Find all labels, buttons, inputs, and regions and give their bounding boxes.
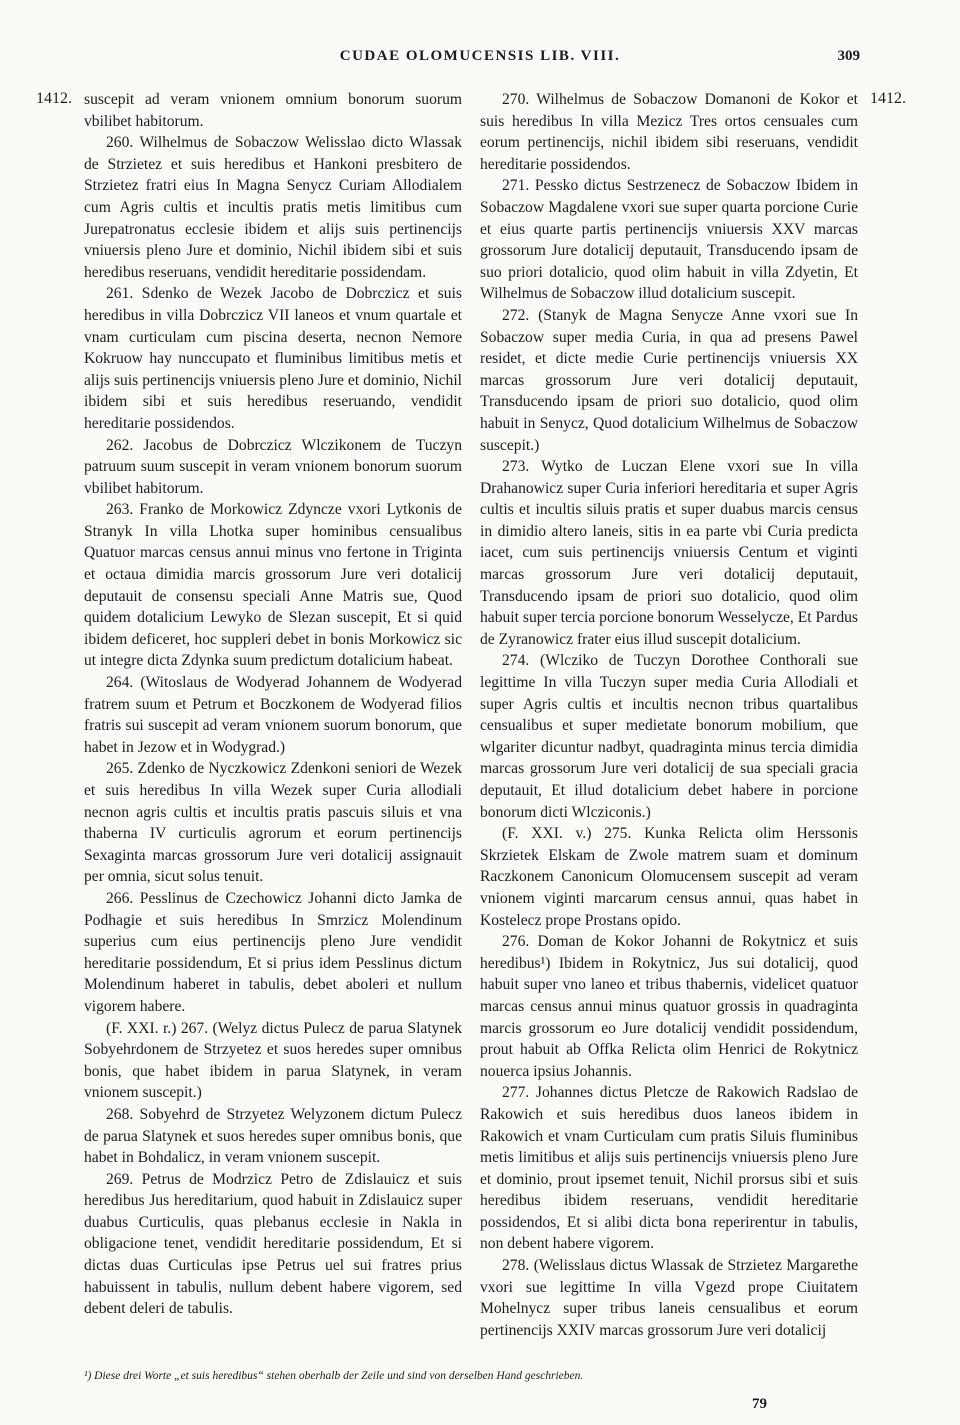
left-column [84,89,462,1320]
entry-paragraph: (F. XXI. r.) 267. (Welyz dictus Pulecz de parua Slatynek Sobyehrdonem de Strzyetez et suos heredes super omnibus bonis, que habet ibidem in parua Slatynek, in veram vnionem suscepit.) [84,1019,462,1102]
entry-paragraph: 270. Wilhelmus de Sobaczow Domanoni de Kokor et suis heredibus In villa Mezicz Tres ortos censuales cum eorum pertinencijs, nichil ibidem sibi reseruans, vendidit hereditarie possidendos. [480,91,858,173]
entry-paragraph: suscepit ad veram vnionem omnium bonorum suorum vbilibet habitorum. [84,91,462,130]
footnote: ¹) Diese drei Worte „et suis heredibus“ stehen oberhalb der Zeile und sind von derselben Hand geschrieben. [84,1370,584,1382]
entry-paragraph: 262. Jacobus de Dobrczicz Wlczikonem de Tuczyn patruum suum suscepit in veram vnionem bonorum suorum vbilibet habitorum. [84,436,462,497]
entry-paragraph: 273. Wytko de Luczan Elene vxori sue In villa Drahanowicz super Curia inferiori hereditaria et super Agris cultis et incultis siluis pratis et super duabus marcis census in dimidio altero laneis, sitis in ea parte vbi Curia predicta iacet, cum suis pertinencijs vniuersis Centum et viginti marcas grossorum Jure veri dotalicij deputauit, Transducendo ipsam de priori suo dotalicio, quod olim habuit super tercia porcione bonorum Wesselycze, Et Pardus de Zyranowicz frater eius illud suscepit dotalicium. [480,458,858,648]
entry-paragraph: (F. XXI. v.) 275. Kunka Relicta olim Herssonis Skrzietek Elskam de Zwole matrem suam et dominum Raczkonem Canonicum Olomucensem suscepit ad veram vnionem viginti marcarum census annui, quas habet in Kostelecz prope Prostans opido. [480,825,858,929]
entry-paragraph: 278. (Welisslaus dictus Wlassak de Strzietez Margarethe vxori sue legittime In villa Vgezd prope Ciuitatem Mohelnycz super tribus laneis censualibus et eorum pertinencijs XXIV marcas grossorum Jure veri dotalicij [480,1257,858,1339]
running-title: CUDAE OLOMUCENSIS LIB. VIII. [339,48,621,64]
entry-paragraph: 271. Pessko dictus Sestrzenecz de Sobaczow Ibidem in Sobaczow Magdalene vxori sue super quarta porcione Curie et eius quarte partis pertinencijs vniuersis XXV marcas grossorum Jure dotalicij deputauit, Transducendo ipsam de suo priori dotalicio, quod olim habuit in villa Zdyetin, Et Wilhelmus de Sobaczow illud dotalicium suscepit. [480,177,858,303]
entry-paragraph: 264. (Witoslaus de Wodyerad Johannem de Wodyerad fratrem suum et Petrum et Boczkonem de Wodyerad filios fratris sui suscepit ad veram vnionem suorum bonorum, que habet in Jezow et in Wodygrad.) [84,674,462,756]
entry-paragraph: 263. Franko de Morkowicz Zdyncze vxori Lytkonis de Stranyk In villa Lhotka super hominibus censualibus Quatuor marcas census annui minus vno fertone in Triginta et octaua dimidia marcis grossorum Jure veri dotalicij deputauit de consensu speciali Anne Matris sue, Quod quidem dotalicium Lewyko de Slezan suscepit, Et si quid ibidem deficeret, hoc suppleri debet in bonis Morkowicz sic ut integre dicta Zdynka suum predictum dotalicium habeat. [84,501,462,670]
entry-paragraph: 266. Pesslinus de Czechowicz Johanni dicto Jamka de Podhagie et suis heredibus In Smrzicz Molendinum superius cum eius pertinencijs pleno Jure vendidit hereditarie possidendum, Et si prius idem Pesslinus dictum Molendinum haberet in tabulis, debet aboleri et nullum vigorem habere. [84,889,462,1015]
sheet-signature: 79 [752,1396,767,1412]
entry-paragraph: 268. Sobyehrd de Strzyetez Welyzonem dictum Pulecz de parua Slatynek et suos heredes super omnibus bonis, que habet in Bohdalicz, in veram vnionem suscepit. [84,1105,462,1167]
margin-year-left: 1412. [36,90,72,107]
entry-paragraph: 277. Johannes dictus Pletcze de Rakowich Radslao de Rakowich et suis heredibus duos laneos ibidem in Rakowich et vnam Curticulam cum pratis Siluis fluminibus metis limitibus et alijs suis pertinencijs vniuersis pleno Jure et dominio, prout ipsemet tenuit, Nichil prorsus sibi et suis heredibus ibidem reseruans, vendidit hereditarie possidendos, Et si alibi dicta bona reperirentur in tabulis, non debent habere vigorem. [480,1084,858,1253]
entry-paragraph: 265. Zdenko de Nyczkowicz Zdenkoni seniori de Wezek et suis heredibus In villa Wezek super Curia allodiali necnon agris cultis et incultis pratis pascuis siluis et vna thaberna IV curticulis agrorum et eorum pertinencijs Sexaginta marcas grossorum Jure veri dotalicij assignauit per omnia, sicut solus tenuit. [84,760,462,886]
entry-paragraph: 261. Sdenko de Wezek Jacobo de Dobrczicz et suis heredibus in villa Dobrczicz VII laneos et vnum quartale et vnam curticulam cum piscina deserta, necnon Nemore Kokruow hay nunccupato et fluminibus limitibus metis et alijs suis pertinencijs vniuersis pleno Jure et dominio, Nichil ibidem sibi et suis heredibus reseruando, vendidit hereditarie possidendos. [84,285,462,432]
entry-paragraph: 274. (Wlcziko de Tuczyn Dorothee Conthorali sue legittime In villa Tuczyn super media Curia Allodiali et super Agris cultis et incultis necnon tribus quartalibus censualibus et super medietate bonorum mobilium, que wlgariter dicuntur nadbyt, quadraginta minus tercia dimidia marcas grossorum Jure veri dotalicij de sua speciali gracia deputauit, Et illud dotalicium debet habere in porcione bonorum dicti Wlcziconis.) [480,652,858,821]
entry-paragraph: 269. Petrus de Modrzicz Petro de Zdislauicz et suis heredibus Jus hereditarium, quod habuit in Zdislauicz super duabus Curticulis, quas plebanus ecclesie in Nakla in obligacione tenet, vendidit hereditarie possidendum, Et si dictas duas Curticulas ipse Petrus uel sui fratres prius habuissent in tabulis, nullum debent habere vigorem, sed debent deleri de tabulis. [84,1170,462,1318]
entry-paragraph: 272. (Stanyk de Magna Senycze Anne vxori sue In Sobaczow super media Curia, in qua ad presens Pawel residet, et dicte medie Curie pertinencijs vniuersis XX marcas grossorum Jure veri dotalicij deputauit, Transducendo ipsam de priori suo dotalicio, quod olim habuit in Senycz, Quod dotalicium Wilhelmus de Sobaczow suscepit.) [480,306,858,454]
entry-paragraph: 260. Wilhelmus de Sobaczow Welisslao dicto Wlassak de Strzietez et suis heredibus et Hankoni presbitero de Strzietez fratri eius In Magna Senycz Curiam Allodialem cum Agris cultis et incultis pratis metis limitibus cum Jurepatronatus ecclesie ibidem et alijs suis pertinencijs vniuersis pleno Jure et dominio, Nichil ibidem sibi et suis heredibus reseruans, vendidit hereditarie possidendam. [84,134,462,281]
right-column [480,89,858,1341]
page-number: 309 [837,48,860,64]
margin-year-right: 1412. [870,90,906,107]
page-header [0,48,960,72]
entry-paragraph: 276. Doman de Kokor Johanni de Rokytnicz et suis heredibus¹) Ibidem in Rokytnicz, Jus sui dotalicij, quod habuit super vno laneo et tribus thabernis, videlicet quatuor marcas census annui minus quatuor grossis in quadraginta marcis grossorum eo Jure dotalicij vendidit possidendum, prout habuit ab Offka Relicta olim Henrici de Rokytnicz nouerca ipsius Johannis. [480,933,858,1080]
